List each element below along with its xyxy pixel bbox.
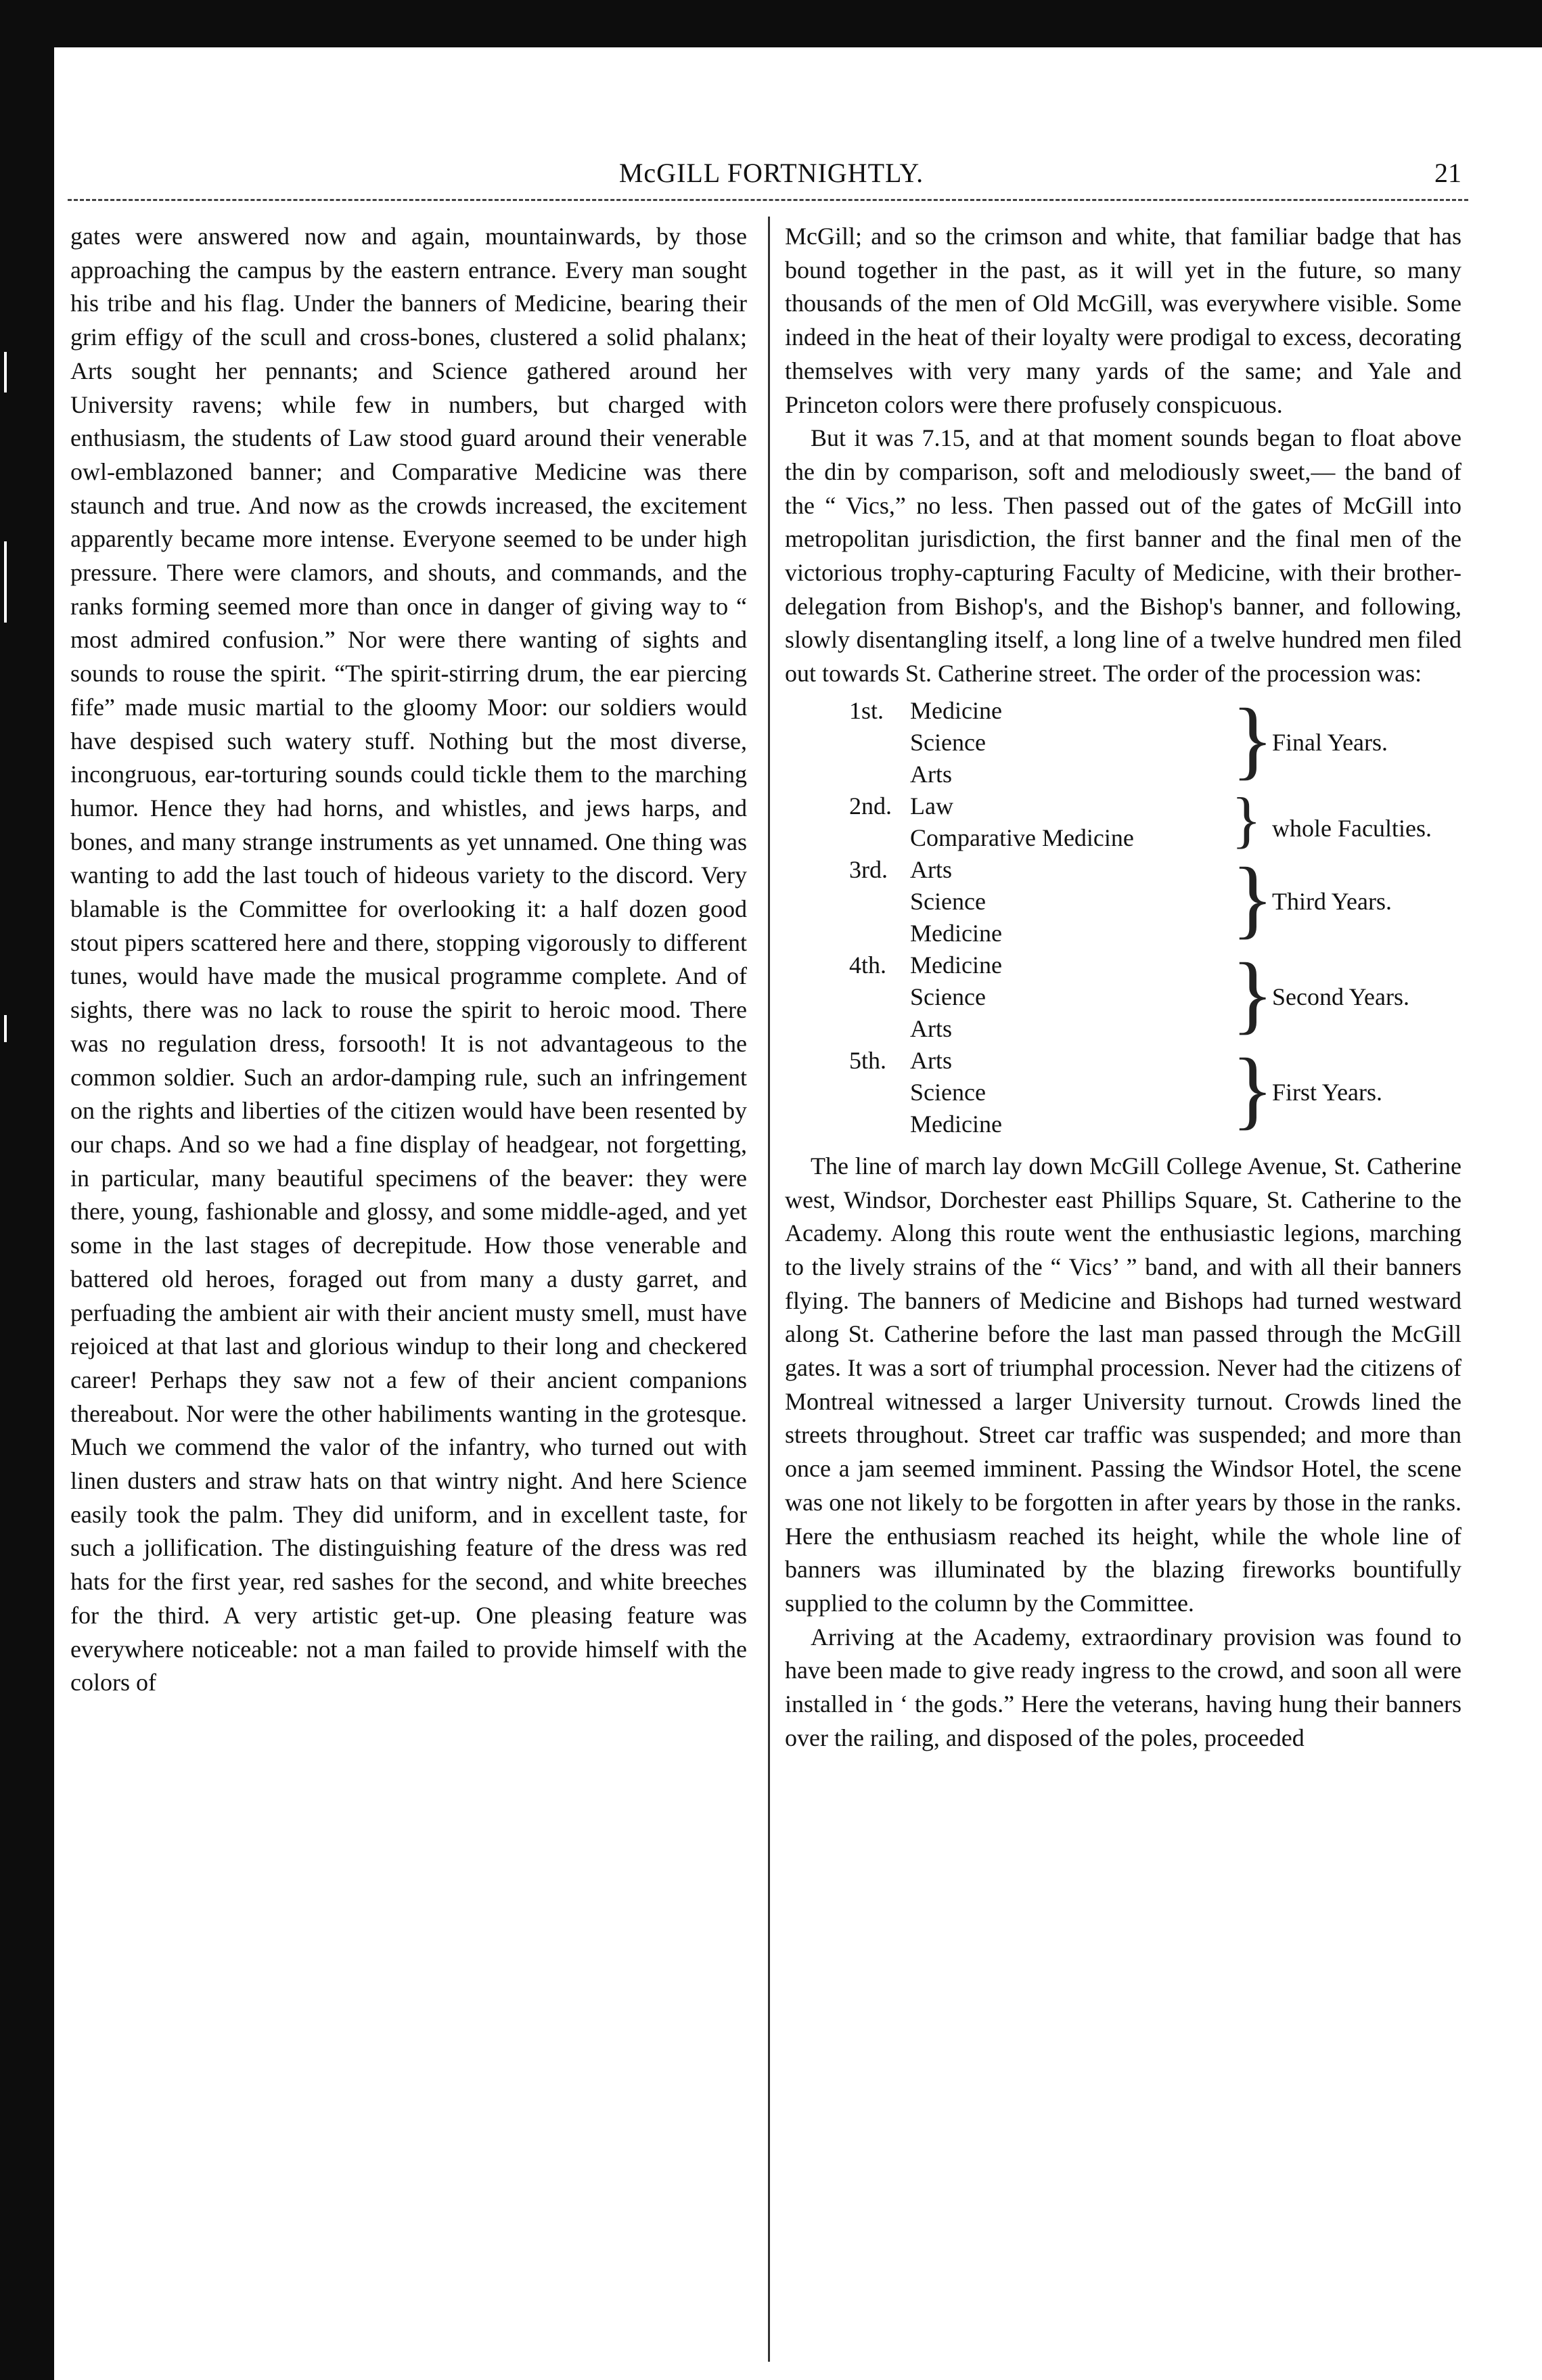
- procession-group: [785, 945, 1461, 1045]
- procession-faculty: Arts: [910, 1014, 952, 1042]
- page-number: 21: [1434, 158, 1461, 188]
- procession-year-label: whole Faculties.: [1272, 815, 1432, 843]
- procession-faculty: Arts: [910, 1046, 952, 1074]
- scan-border-top: [0, 0, 1542, 47]
- procession-faculty: Comparative Medicine: [910, 824, 1134, 851]
- procession-row: [785, 1045, 1461, 1077]
- page-header: [68, 157, 1475, 198]
- procession-faculty: Medicine: [910, 951, 1002, 979]
- procession-year-label: Third Years.: [1272, 887, 1392, 915]
- procession-faculty: Science: [910, 1078, 986, 1106]
- procession-year-label: First Years.: [1272, 1078, 1383, 1106]
- body-paragraph: Arriving at the Academy, extraordinary provision was found to have been made to give ready ingress to the crowd, and soon all were installed in ‘ the gods.” Here the veterans, having hung their banners over the railing, and disposed of the poles, proceeded: [785, 1623, 1461, 1751]
- procession-faculty: Medicine: [910, 1110, 1002, 1138]
- procession-rank: 5th.: [849, 1046, 887, 1074]
- procession-rank: 1st.: [849, 696, 884, 724]
- procession-faculty: Science: [910, 728, 986, 756]
- procession-year-label: Final Years.: [1272, 728, 1388, 756]
- body-paragraph: But it was 7.15, and at that moment sounds began to float above the din by comparison, soft and melodiously sweet,— the band of the “ Vics,” no less. Then passed out of the gates of McGill into metropolitan jurisdiction, the first banner and the final men of the victorious trophy-capturing Faculty of Medicine, with their brother-delegation from Bishop's, and the Bishop's banner, and following, slowly disentangling itself, a long line of a twelve hundred men filed out towards St. Catherine street. The order of the procession was:: [785, 424, 1461, 688]
- procession-group: [785, 691, 1461, 790]
- procession-order: [785, 691, 1461, 1140]
- procession-group: [785, 1041, 1461, 1140]
- right-column: [785, 220, 1461, 1755]
- procession-group: [785, 850, 1461, 949]
- header-rule: [68, 199, 1468, 201]
- procession-faculty: Law: [910, 792, 953, 819]
- body-paragraph: McGill; and so the crimson and white, that familiar badge that has bound together in the past, as it will yet in the future, so many thousands of the men of Old McGill, was everywhere visible. Some indeed in the heat of their loyalty were prodigal to excess, decorating themselves with very many yards of the same; and Yale and Princeton colors were there profusely conspicuous.: [785, 223, 1461, 418]
- procession-row: [785, 854, 1461, 886]
- scan-border-left: [0, 0, 54, 2380]
- procession-faculty: Medicine: [910, 919, 1002, 947]
- journal-title: McGILL FORTNIGHTLY.: [618, 158, 924, 188]
- left-column: [70, 220, 747, 1700]
- column-divider: [768, 217, 770, 2362]
- procession-faculty: Arts: [910, 760, 952, 788]
- procession-group: [785, 784, 1461, 854]
- procession-faculty: Science: [910, 983, 986, 1010]
- body-paragraph: The line of march lay down McGill College Avenue, St. Catherine west, Windsor, Dorchester east Phillips Square, St. Catherine to the Academy. Along this route went the enthusiastic legions, marching to the lively strains of the “ Vics’ ” band, and with all their banners flying. The banners of Medicine and Bishops had turned westward along St. Catherine before the last man passed through the McGill gates. It was a sort of triumphal procession. Never had the citizens of Montreal witnessed a larger University turnout. Crowds lined the streets throughout. Street car traffic was suspended; and more than once a jam seemed imminent. Passing the Windsor Hotel, the scene was one not likely to be forgotten in after years by those in the ranks. Here the enthusiasm reached its height, while the whole line of banners was illuminated by the blazing fireworks bountifully supplied to the column by the Committee.: [785, 1152, 1461, 1617]
- procession-row: [785, 1108, 1461, 1140]
- procession-row: [785, 949, 1461, 981]
- procession-faculty: Science: [910, 887, 986, 915]
- procession-rank: 4th.: [849, 951, 887, 979]
- procession-row: [785, 695, 1461, 727]
- procession-row: [785, 918, 1461, 949]
- brace-glyph: }: [1231, 784, 1262, 854]
- procession-row: [785, 759, 1461, 790]
- procession-year-label: Second Years.: [1272, 983, 1409, 1010]
- procession-rank: 3rd.: [849, 855, 888, 883]
- procession-faculty: Medicine: [910, 696, 1002, 724]
- brace-glyph: }: [1231, 1041, 1274, 1139]
- body-paragraph: gates were answered now and again, mountainwards, by those approaching the campus by the eastern entrance. Every man sought his tribe and his flag. Under the banners of Medicine, bearing their grim effigy of the scull and cross-bones, clustered a solid phalanx; Arts sought her pennants; and Science gathered around her University ravens; while few in numbers, but charged with enthusiasm, the students of Law stood guard around their venerable owl-emblazoned banner; and Comparative Medicine was there staunch and true. And now as the crowds increased, the excitement apparently became more intense. Everyone seemed to be under high pressure. There were clamors, and shouts, and commands, and the ranks forming seemed more than once in danger of giving way to “ most admired confusion.” Nor were there wanting of sights and sounds to rouse the spirit. “The spirit-stirring drum, the ear piercing fife” made music martial to the gloomy Moor: our soldiers would have despised such watery stuff. Nothing but the most diverse, incongruous, ear-torturing sounds could tickle them to the marching humor. Hence they had horns, and whistles, and jews harps, and bones, and many strange instruments as yet unnamed. One thing was wanting to add the last touch of hideous variety to the discord. Very blamable is the Committee for overlooking it: a half dozen good stout pipers scattered here and there, stopping vigorously to different tunes, would have made the musical programme complete. And of sights, there was no lack to rouse the spirit to heroic mood. There was no regulation dress, forsooth! It is not advantageous to the common soldier. Such an ardor-damping rule, such an infringement on the rights and liberties of the citizen would have been resented by our chaps. And so we had a fine display of headgear, not forgetting, in particular, many beautiful specimens of the beaver: they were there, young, fashionable and glossy, and some middle-aged, and yet some in the last stages of decrepitude. How those venerable and battered old heroes, foraged out from many a dusty garret, and perfuading the ambient air with their ancient musty smell, must have rejoiced at that last and glorious windup to their long and checkered career! Perhaps they saw not a few of their ancient companions thereabout. Nor were the other habiliments wanting in the grotesque. Much we commend the valor of the infantry, who turned out with linen dusters and straw hats on that wintry night. And here Science easily took the palm. They did uniform, and in excellent taste, for such a jollification. The distinguishing feature of the dress was red hats for the first year, red sashes for the second, and white breeches for the third. A very artistic get-up. One pleasing feature was everywhere noticeable: not a man failed to provide himself with the colors of: [70, 223, 747, 1697]
- procession-rank: 2nd.: [849, 792, 892, 819]
- brace-glyph: }: [1231, 945, 1274, 1043]
- procession-faculty: Arts: [910, 855, 952, 883]
- brace-glyph: }: [1231, 691, 1274, 789]
- brace-glyph: }: [1231, 850, 1274, 948]
- procession-row: [785, 1013, 1461, 1045]
